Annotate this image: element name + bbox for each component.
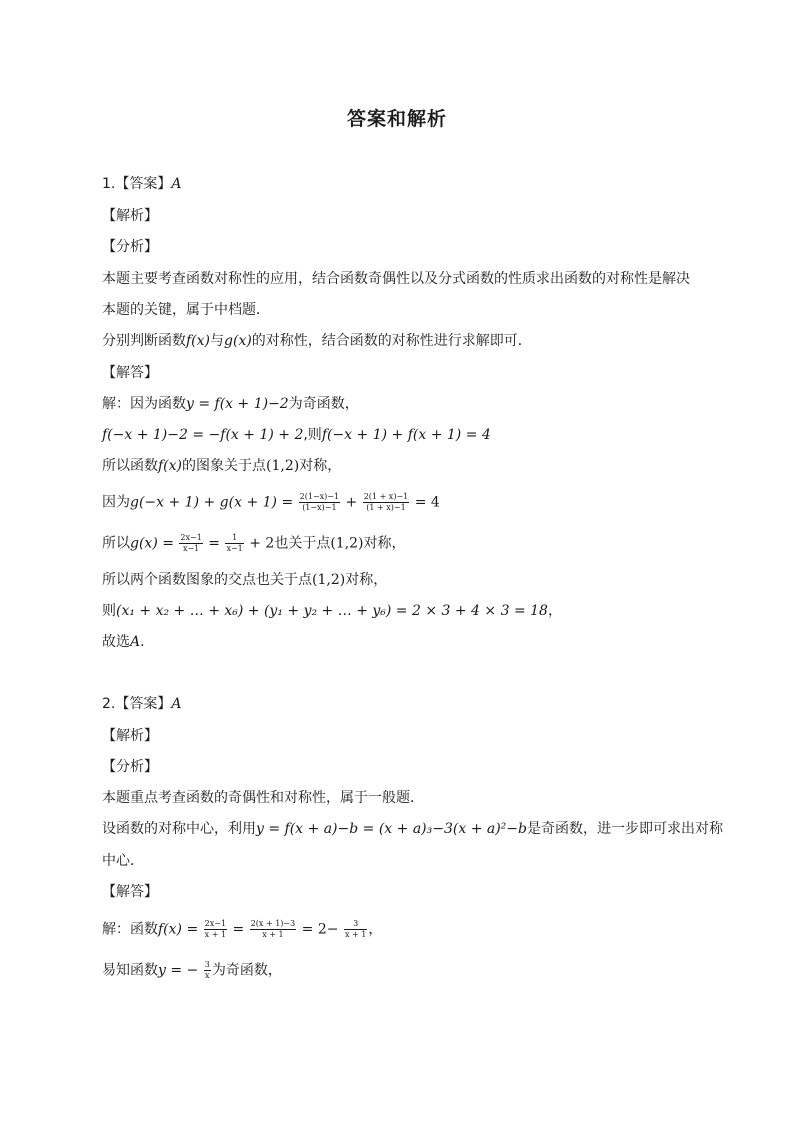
text: 对称， (345, 572, 388, 588)
math: f(x) (186, 333, 211, 349)
math: = 4 (414, 494, 440, 511)
math: = (208, 535, 221, 552)
text: 则 (102, 603, 116, 619)
q1-solution-line-8 (102, 632, 145, 652)
text: ,则 (303, 427, 322, 443)
q1-answer-line (102, 174, 181, 194)
denominator: x−1 (182, 544, 200, 553)
numerator: 2(x + 1)−3 (250, 919, 296, 928)
text: 分别判断函数 (102, 333, 186, 349)
numerator: 2(1−x)−1 (299, 492, 340, 501)
q2-analysis-line-2 (102, 819, 723, 839)
text: 为奇函数， (211, 962, 282, 979)
fraction (204, 960, 211, 981)
q2-answer-value: A (171, 696, 182, 712)
q2-jiexi-label: 【解析】 (102, 728, 158, 744)
math: y = − (158, 962, 199, 979)
q1-solution-line-3 (102, 456, 341, 476)
text: 所以函数 (102, 458, 158, 474)
text: . (140, 634, 145, 650)
numerator: 3 (204, 960, 210, 969)
q2-analysis-line-3: 中心． (102, 853, 144, 869)
math: (1,2) (266, 458, 300, 474)
numerator: 2x−1 (204, 919, 227, 928)
text: 的图象关于点 (182, 458, 267, 474)
q2-answer-label: 2.【答案】 (102, 696, 172, 712)
text: 设函数的对称中心，利用 (102, 821, 256, 837)
q1-analysis-line-2: 本题的关键，属于中档题． (102, 302, 270, 318)
denominator: x + 1 (344, 930, 367, 939)
q1-jieda-label: 【解答】 (102, 365, 158, 381)
denominator: (1 + x)−1 (366, 503, 406, 512)
math: g(x) (224, 333, 252, 349)
math: g(x) = (130, 535, 174, 552)
q1-analysis-line-1: 本题主要考查函数对称性的应用，结合函数奇偶性以及分式函数的性质求出函数的对称性是解决 (102, 271, 690, 287)
q2-fenxi-label: 【分析】 (102, 759, 158, 775)
fraction (299, 492, 340, 513)
q1-solution-line-7 (102, 601, 562, 621)
text: 解：函数 (102, 921, 158, 938)
math: y = f(x + 1)−2 (186, 396, 289, 412)
numerator: 2(1 + x)−1 (363, 492, 409, 501)
text: 为奇函数， (288, 396, 359, 412)
denominator: (1−x)−1 (302, 503, 337, 512)
text: ， (547, 603, 562, 619)
q2-jieda-label: 【解答】 (102, 884, 158, 900)
text: 所以 (102, 535, 130, 552)
q2-solution-line-1 (102, 919, 382, 940)
q1-solution-line-1 (102, 394, 359, 414)
text: 解：因为函数 (102, 396, 186, 412)
q1-jiexi-label: 【解析】 (102, 208, 158, 224)
numerator: 1 (225, 533, 243, 544)
q2-analysis-line-1: 本题重点考查函数的奇偶性和对称性，属于一般题． (102, 790, 424, 806)
text: 故选 (102, 634, 130, 650)
q1-solution-line-5 (102, 533, 406, 554)
math: g(−x + 1) + g(x + 1) = (130, 494, 294, 511)
math: f(x) (158, 458, 183, 474)
page-title: 答案和解析 (346, 108, 447, 130)
q1-analysis-line-3 (102, 331, 532, 351)
fraction (344, 919, 367, 940)
q1-answer-label: 1.【答案】 (102, 176, 172, 192)
text: 对称， (299, 458, 342, 474)
text: 也关于点 (274, 535, 331, 552)
math: (1,2) (330, 535, 364, 552)
math: A (130, 634, 141, 650)
math: + 2 (249, 535, 275, 552)
numerator: 2x−1 (180, 533, 202, 542)
text: 易知函数 (102, 962, 158, 979)
math: f(x) = (158, 921, 199, 938)
fraction (250, 919, 297, 940)
math: (x₁ + x₂ + … + x₆) + (y₁ + y₂ + … + y₆) = 2 × 3 + 4 × 3 = 18 (116, 603, 548, 619)
text: ， (368, 921, 383, 938)
denominator: x + 1 (262, 930, 284, 939)
q2-solution-line-2 (102, 960, 282, 981)
text: 对称， (363, 535, 406, 552)
numerator: 3 (344, 919, 367, 930)
denominator: x (205, 971, 210, 980)
q2-answer-line (102, 694, 181, 714)
fraction (225, 533, 243, 554)
text: 是奇函数，进一步即可求出对称 (527, 821, 723, 837)
math: = 2− (301, 921, 339, 938)
q1-fenxi-label: 【分析】 (102, 239, 158, 255)
math: f(−x + 1) + f(x + 1) = 4 (321, 427, 491, 443)
q1-solution-line-4 (102, 492, 440, 513)
q1-solution-line-2 (102, 425, 491, 445)
text: 所以两个函数图象的交点也关于点 (102, 572, 312, 588)
math: f(−x + 1)−2 = −f(x + 1) + 2 (102, 427, 304, 443)
fraction (204, 919, 227, 940)
q1-solution-line-6 (102, 570, 387, 590)
text: 与 (210, 333, 225, 349)
q1-answer-value: A (171, 176, 182, 192)
fraction (363, 492, 410, 513)
denominator: x−1 (226, 544, 243, 553)
math: = (232, 921, 245, 938)
text: 因为 (102, 494, 130, 511)
math: + (345, 494, 358, 511)
fraction (179, 533, 202, 554)
math: y = f(x + a)−b = (x + a)₃−3(x + a)²−b (256, 821, 527, 837)
text: 的对称性，结合函数的对称性进行求解即可． (251, 333, 532, 349)
denominator: x + 1 (204, 930, 227, 939)
math: (1,2) (312, 572, 346, 588)
